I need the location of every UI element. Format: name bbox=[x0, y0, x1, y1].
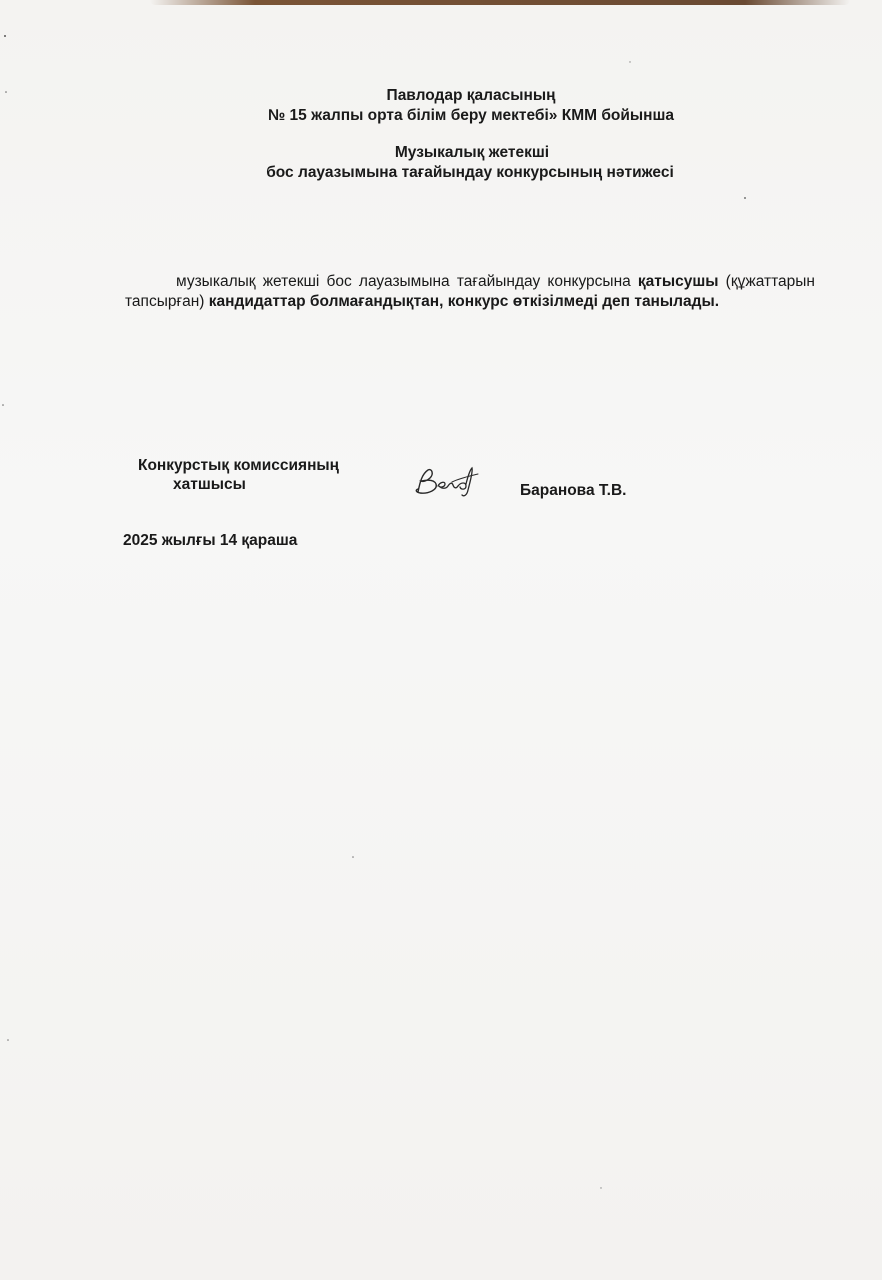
result-paragraph bbox=[125, 272, 815, 312]
title-line-2: бос лауазымына тағайындау конкурсының нәтижесі bbox=[266, 164, 674, 181]
title-line-1: Музыкалық жетекші bbox=[394, 144, 550, 161]
paragraph-part-2: қатысушы bbox=[637, 272, 719, 290]
org-line-1: Павлодар қаласының bbox=[386, 87, 556, 104]
org-line-2: № 15 жалпы орта білім беру мектебі» КММ бойынша bbox=[267, 107, 675, 124]
handwritten-signature bbox=[412, 462, 482, 502]
organization-header bbox=[0, 86, 882, 126]
signatory-role bbox=[138, 456, 339, 494]
role-line-1: Конкурстық комиссияның bbox=[138, 457, 340, 474]
document-title bbox=[0, 143, 882, 183]
signatory-name: Баранова Т.В. bbox=[520, 482, 627, 499]
role-line-2: хатшысы bbox=[173, 476, 246, 493]
paper-edge-shadow bbox=[150, 0, 850, 5]
paragraph-part-1: музыкалық жетекші бос лауазымына тағайындау конкурсына bbox=[176, 272, 638, 290]
paragraph-part-4: кандидаттар болмағандықтан, конкурс өткізілмеді деп танылады. bbox=[208, 292, 720, 310]
paragraph-part-3: (құжаттарын тапсырған) bbox=[125, 272, 815, 310]
document-date: 2025 жылғы 14 қараша bbox=[123, 532, 298, 549]
